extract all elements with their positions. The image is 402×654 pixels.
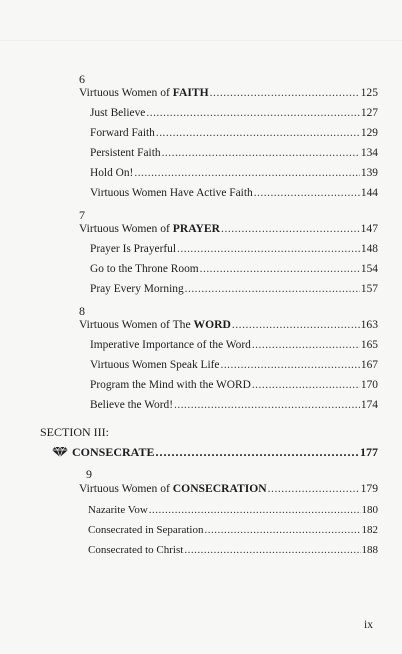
dot-leader <box>220 358 359 372</box>
dot-leader <box>204 523 360 537</box>
toc-subentry[interactable]: Believe the Word! ..... 174 <box>90 398 378 412</box>
toc-subentry[interactable]: Virtuous Women Speak Life ..... 167 <box>90 358 378 372</box>
dot-leader <box>252 378 360 392</box>
toc-subentry[interactable]: Hold On! ..... 139 <box>90 166 378 180</box>
toc-chapter-title: Virtuous Women of CONSECRATION <box>79 482 267 495</box>
diamond-icon <box>52 447 68 457</box>
section-title: CONSECRATE <box>72 445 155 459</box>
toc-subentry[interactable]: Program the Mind with the WORD ..... 170 <box>90 378 378 392</box>
dot-leader <box>134 166 360 180</box>
dot-leader <box>174 398 360 412</box>
dot-leader <box>221 222 360 236</box>
bleed-through <box>0 40 402 41</box>
dot-leader <box>184 543 360 557</box>
toc-subentry[interactable]: Just Believe ..... 127 <box>90 106 378 120</box>
toc-subentry[interactable]: Imperative Importance of the Word ..... 165 <box>90 338 378 352</box>
dot-leader <box>254 186 360 200</box>
chapter-number: 7 <box>79 208 85 222</box>
toc-subentry[interactable]: Persistent Faith ..... 134 <box>90 146 378 160</box>
dot-leader <box>177 242 360 256</box>
toc-subentry[interactable]: Pray Every Morning ..... 157 <box>90 282 378 296</box>
dot-leader <box>155 445 359 459</box>
toc-chapter-entry[interactable] <box>79 86 378 100</box>
toc-section-entry[interactable]: CONSECRATE ..... 177 <box>52 445 378 459</box>
toc-chapter-title: Virtuous Women of The WORD <box>79 318 231 331</box>
dot-leader <box>162 146 360 160</box>
toc-subentry[interactable]: Forward Faith ..... 129 <box>90 126 378 140</box>
page-folio: ix <box>364 619 373 631</box>
dot-leader <box>149 503 361 517</box>
toc-subentry[interactable]: Consecrated to Christ ..... 188 <box>88 543 378 557</box>
chapter-number: 9 <box>86 467 92 481</box>
dot-leader <box>268 482 360 496</box>
toc-subentry[interactable]: Nazarite Vow ..... 180 <box>88 503 378 517</box>
chapter-number: 6 <box>79 72 85 86</box>
chapter-number: 8 <box>79 304 85 318</box>
dot-leader <box>200 262 360 276</box>
dot-leader <box>185 282 360 296</box>
section-heading: SECTION III: <box>40 425 109 439</box>
toc-chapter-entry[interactable]: Virtuous Women of The WORD ..... 163 <box>79 318 378 332</box>
dot-leader <box>146 106 360 120</box>
toc-chapter-entry[interactable]: Virtuous Women of CONSECRATION ..... 179 <box>79 482 378 496</box>
toc-chapter-title: Virtuous Women of PRAYER <box>79 222 221 235</box>
dot-leader <box>232 318 360 332</box>
toc-subentry[interactable]: Virtuous Women Have Active Faith ..... 144 <box>90 186 378 200</box>
dot-leader <box>156 126 360 140</box>
toc-subentry[interactable]: Consecrated in Separation ..... 182 <box>88 523 378 537</box>
toc-subentry[interactable]: Prayer Is Prayerful ..... 148 <box>90 242 378 256</box>
page-number: 125 <box>360 86 378 99</box>
dot-leader <box>210 86 360 100</box>
toc-subentry[interactable]: Go to the Throne Room ..... 154 <box>90 262 378 276</box>
toc-chapter-entry[interactable]: Virtuous Women of PRAYER ..... 147 <box>79 222 378 236</box>
toc-chapter-title: Virtuous Women of FAITH <box>79 86 209 99</box>
dot-leader <box>252 338 360 352</box>
